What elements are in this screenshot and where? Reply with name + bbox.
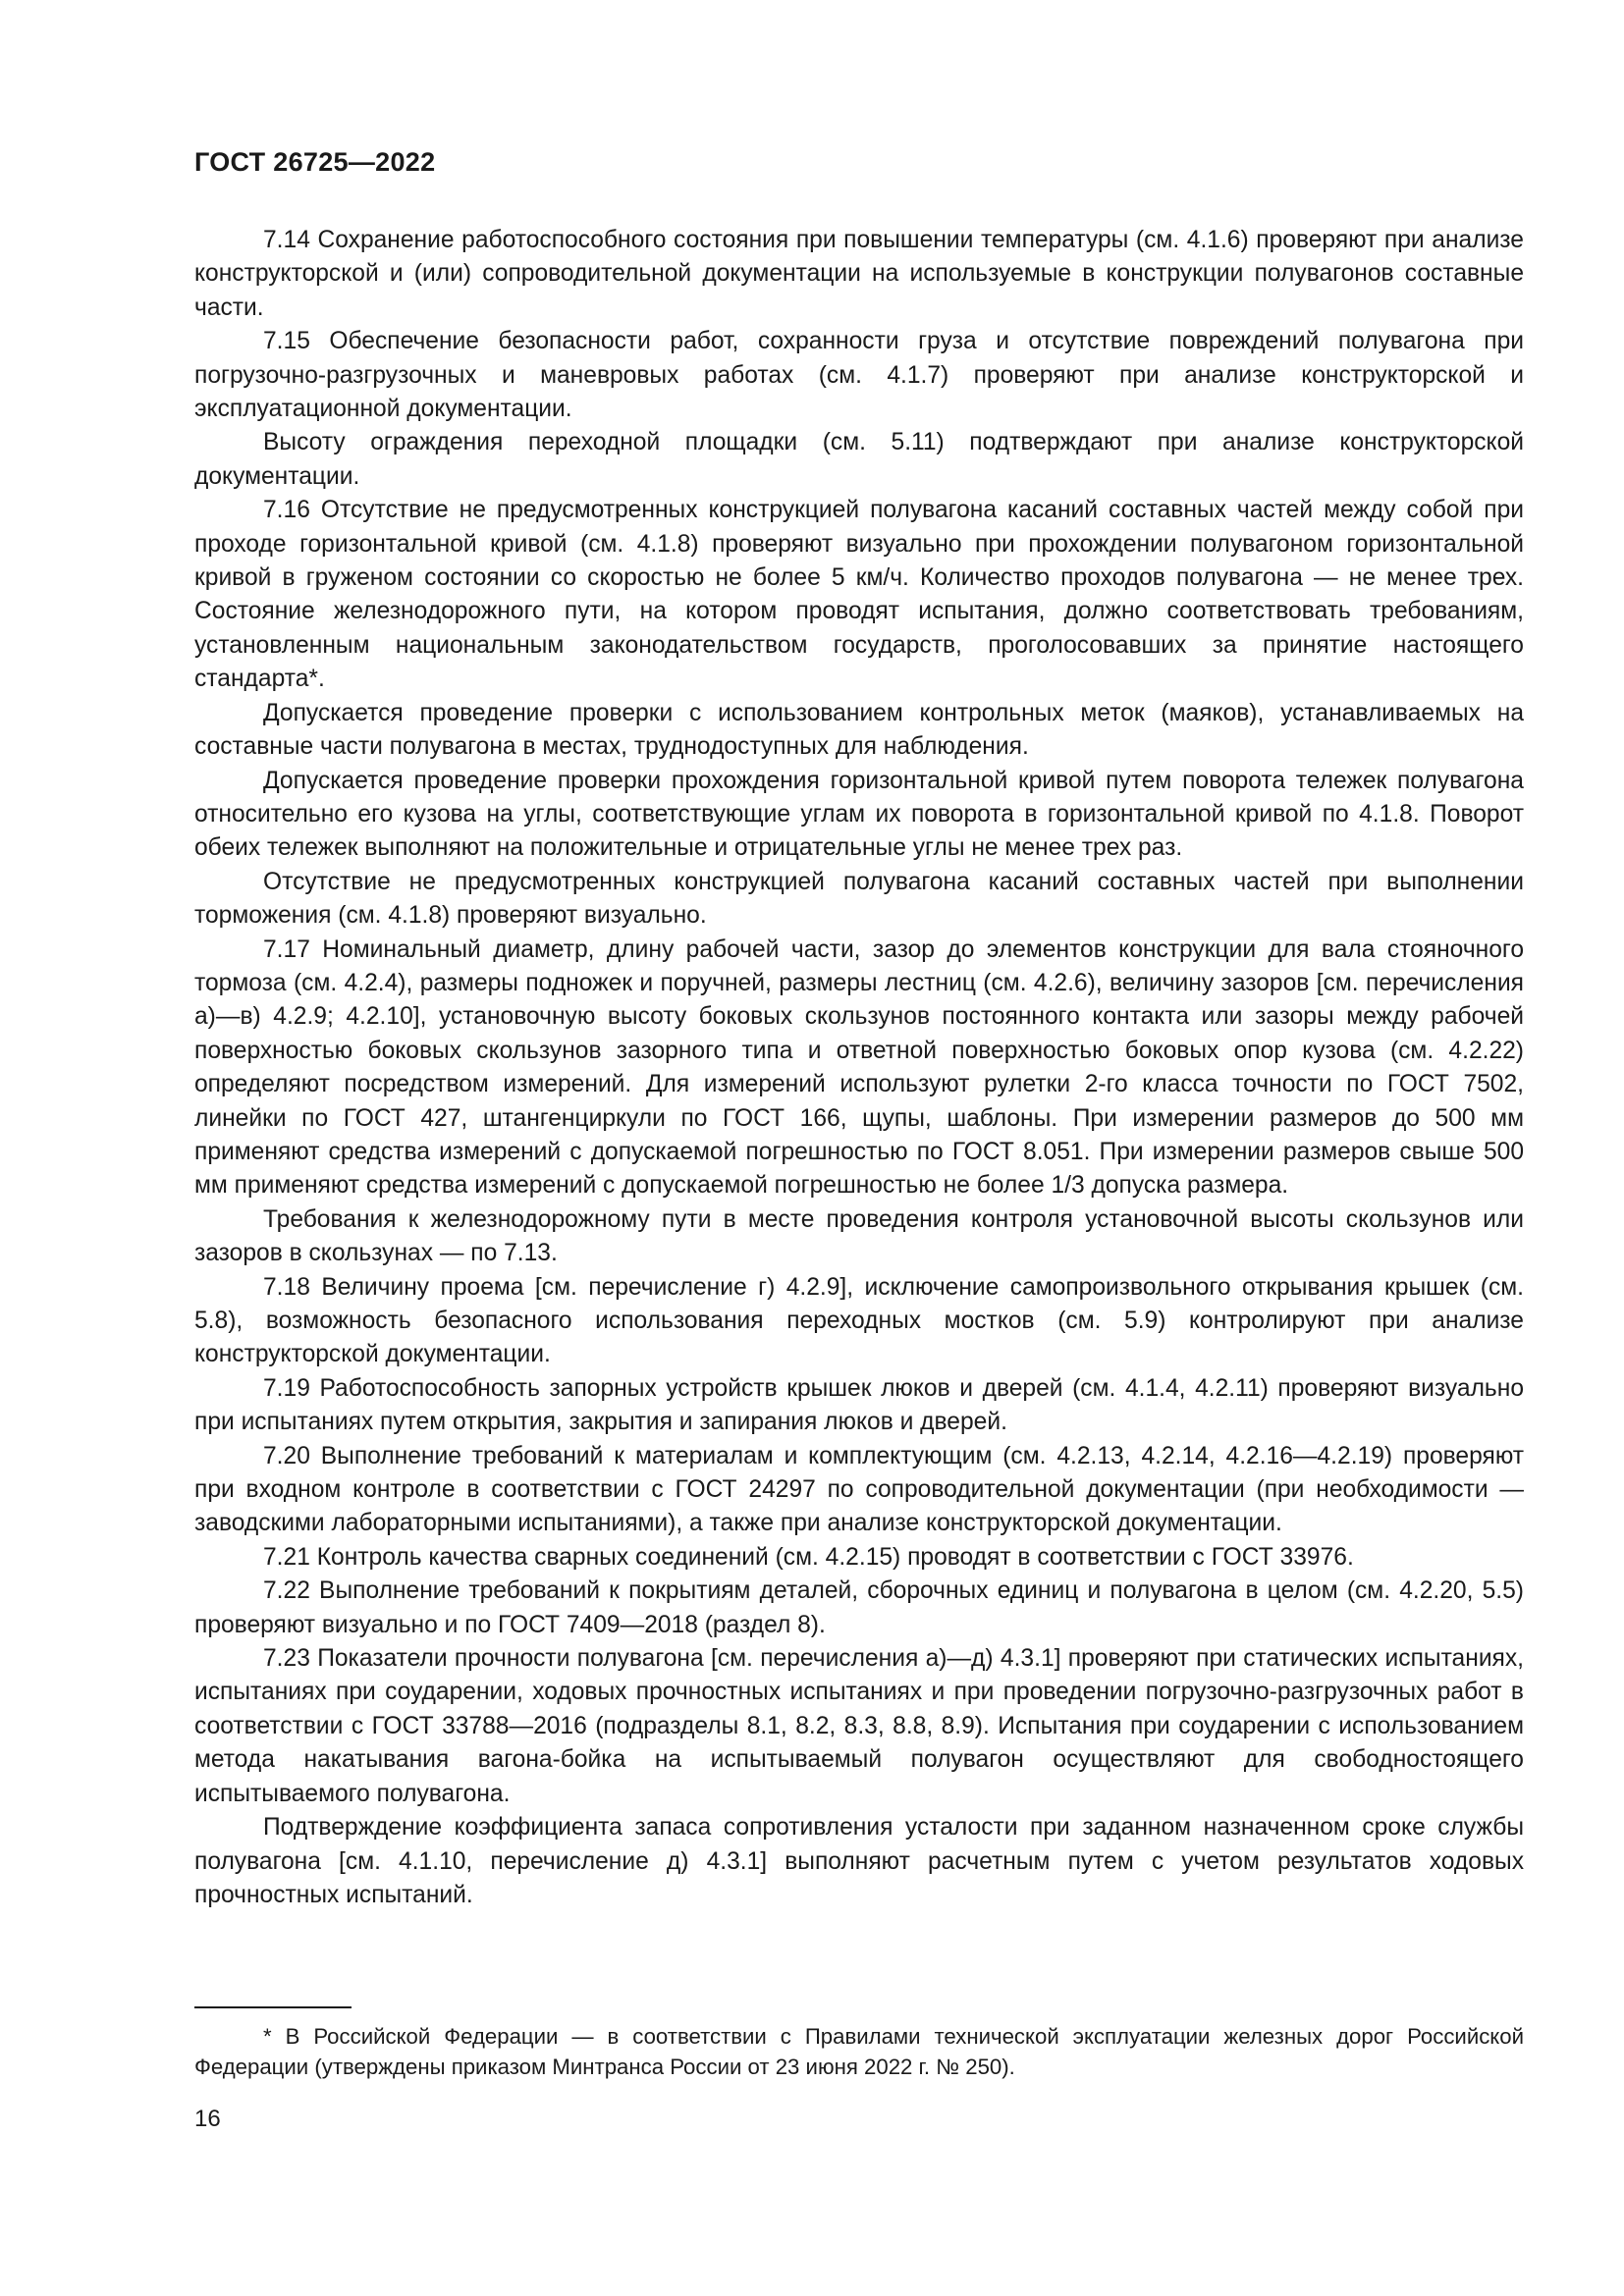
body-text <box>194 224 1524 1912</box>
paragraph-7-21: 7.21 Контроль качества сварных соединений (см. 4.2.15) проводят в соответствии с ГОСТ 33976. <box>263 1543 1354 1571</box>
paragraph-7-17-track: Требования к железнодорожному пути в месте проведения контроля установочной высоты скользунов или зазоров в скользунах — по 7.13. <box>194 1205 1524 1267</box>
paragraph-7-14: 7.14 Сохранение работоспособного состояния при повышении температуры (см. 4.1.6) проверяют при анализе конструкторской и (или) сопроводительной документации на используемые в конструкции полувагонов составные части. <box>194 227 1524 321</box>
paragraph-7-23: 7.23 Показатели прочности полувагона [см. перечисления а)—д) 4.3.1] проверяют при статических испытаниях, испытаниях при соударении, ходовых прочностных испытаниях и при проведении погрузочно-разгрузочных работ в соответствии с ГОСТ 33788—2016 (подразделы 8.1, 8.2, 8.3, 8.8, 8.9). Испытания при соударении с использованием метода накатывания вагона-бойка на испытываемый полувагон осуществляют для свободностоящего испытываемого полувагона. <box>194 1645 1524 1807</box>
paragraph-7-16-markers: Допускается проведение проверки с использованием контрольных меток (маяков), устанавливаемых на составные части полувагона в местах, труднодоступных для наблюдения. <box>194 699 1524 761</box>
document-header: ГОСТ 26725—2022 <box>194 147 436 177</box>
paragraph-7-23-fatigue: Подтверждение коэффициента запаса сопротивления усталости при заданном назначенном сроке службы полувагона [см. 4.1.10, перечисление д) 4.3.1] выполняют расчетным путем с учетом результатов ходовых прочностных испытаний. <box>194 1814 1524 1908</box>
paragraph-7-16-bogie-rotation: Допускается проведение проверки прохождения горизонтальной кривой путем поворота тележек полувагона относительно его кузова на углы, соответствующие углам их поворота в горизонтальной кривой по 4.1.8. Поворот обеих тележек выполняют на положительные и отрицательные углы не менее трех раз. <box>194 767 1524 862</box>
paragraph-7-15-note: Высоту ограждения переходной площадки (см. 5.11) подтверждают при анализе конструкторской документации. <box>194 429 1524 490</box>
paragraph-7-15: 7.15 Обеспечение безопасности работ, сохранности груза и отсутствие повреждений полувагона при погрузочно-разгрузочных и маневровых работах (см. 4.1.7) проверяют при анализе конструкторской и эксплуатационной документации. <box>194 328 1524 423</box>
paragraph-7-17: 7.17 Номинальный диаметр, длину рабочей части, зазор до элементов конструкции для вала стояночного тормоза (см. 4.2.4), размеры подножек и поручней, размеры лестниц (см. 4.2.6), величину зазоров [см. перечисления а)—в) 4.2.9; 4.2.10], установочную высоту боковых скользунов постоянного контакта или зазоры между рабочей поверхностью боковых скользунов зазорного типа и ответной поверхностью боковых опор кузова (см. 4.2.22) определяют посредством измерений. Для измерений используют рулетки 2-го класса точности по ГОСТ 7502, линейки по ГОСТ 427, штангенциркули по ГОСТ 166, щупы, шаблоны. При измерении размеров до 500 мм применяют средства измерений с допускаемой погрешностью по ГОСТ 8.051. При измерении размеров свыше 500 мм применяют средства измерений с допускаемой погрешностью не более 1/3 допуска размера. <box>194 935 1524 1200</box>
paragraph-7-20: 7.20 Выполнение требований к материалам и комплектующим (см. 4.2.13, 4.2.14, 4.2.16—4.2.19) проверяют при входном контроле в соответствии с ГОСТ 24297 по сопроводительной документации (при необходимости — заводскими лабораторными испытаниями), а также при анализе конструкторской документации. <box>194 1442 1524 1537</box>
paragraph-7-16-braking: Отсутствие не предусмотренных конструкцией полувагона касаний составных частей при выполнении торможения (см. 4.1.8) проверяют визуально. <box>194 868 1524 930</box>
paragraph-7-16: 7.16 Отсутствие не предусмотренных конструкцией полувагона касаний составных частей между собой при проходе горизонтальной кривой (см. 4.1.8) проверяют визуально при прохождении полувагоном горизонтальной кривой в груженом состоянии со скоростью не более 5 км/ч. Количество проходов полувагона — не менее трех. Состояние железнодорожного пути, на котором проводят испытания, должно соответствовать требованиям, установленным национальным законодательством государств, проголосовавших за принятие настоящего стандарта*. <box>194 497 1524 693</box>
paragraph-7-22: 7.22 Выполнение требований к покрытиям деталей, сборочных единиц и полувагона в целом (см. 4.2.20, 5.5) проверяют визуально и по ГОСТ 7409—2018 (раздел 8). <box>194 1577 1524 1638</box>
paragraph-7-19: 7.19 Работоспособность запорных устройств крышек люков и дверей (см. 4.1.4, 4.2.11) проверяют визуально при испытаниях путем открытия, закрытия и запирания люков и дверей. <box>194 1374 1524 1436</box>
footnote: * В Российской Федерации — в соответствии с Правилами технической эксплуатации железных дорог Российской Федерации (утверждены приказом Минтранса России от 23 июня 2022 г. № 250). <box>194 2024 1524 2079</box>
footnote-separator <box>194 2006 352 2008</box>
paragraph-7-18: 7.18 Величину проема [см. перечисление г) 4.2.9], исключение самопроизвольного открывания крышек (см. 5.8), возможность безопасного использования переходных мостков (см. 5.9) контролируют при анализе конструкторской документации. <box>194 1273 1524 1368</box>
page-number: 16 <box>194 2106 221 2132</box>
